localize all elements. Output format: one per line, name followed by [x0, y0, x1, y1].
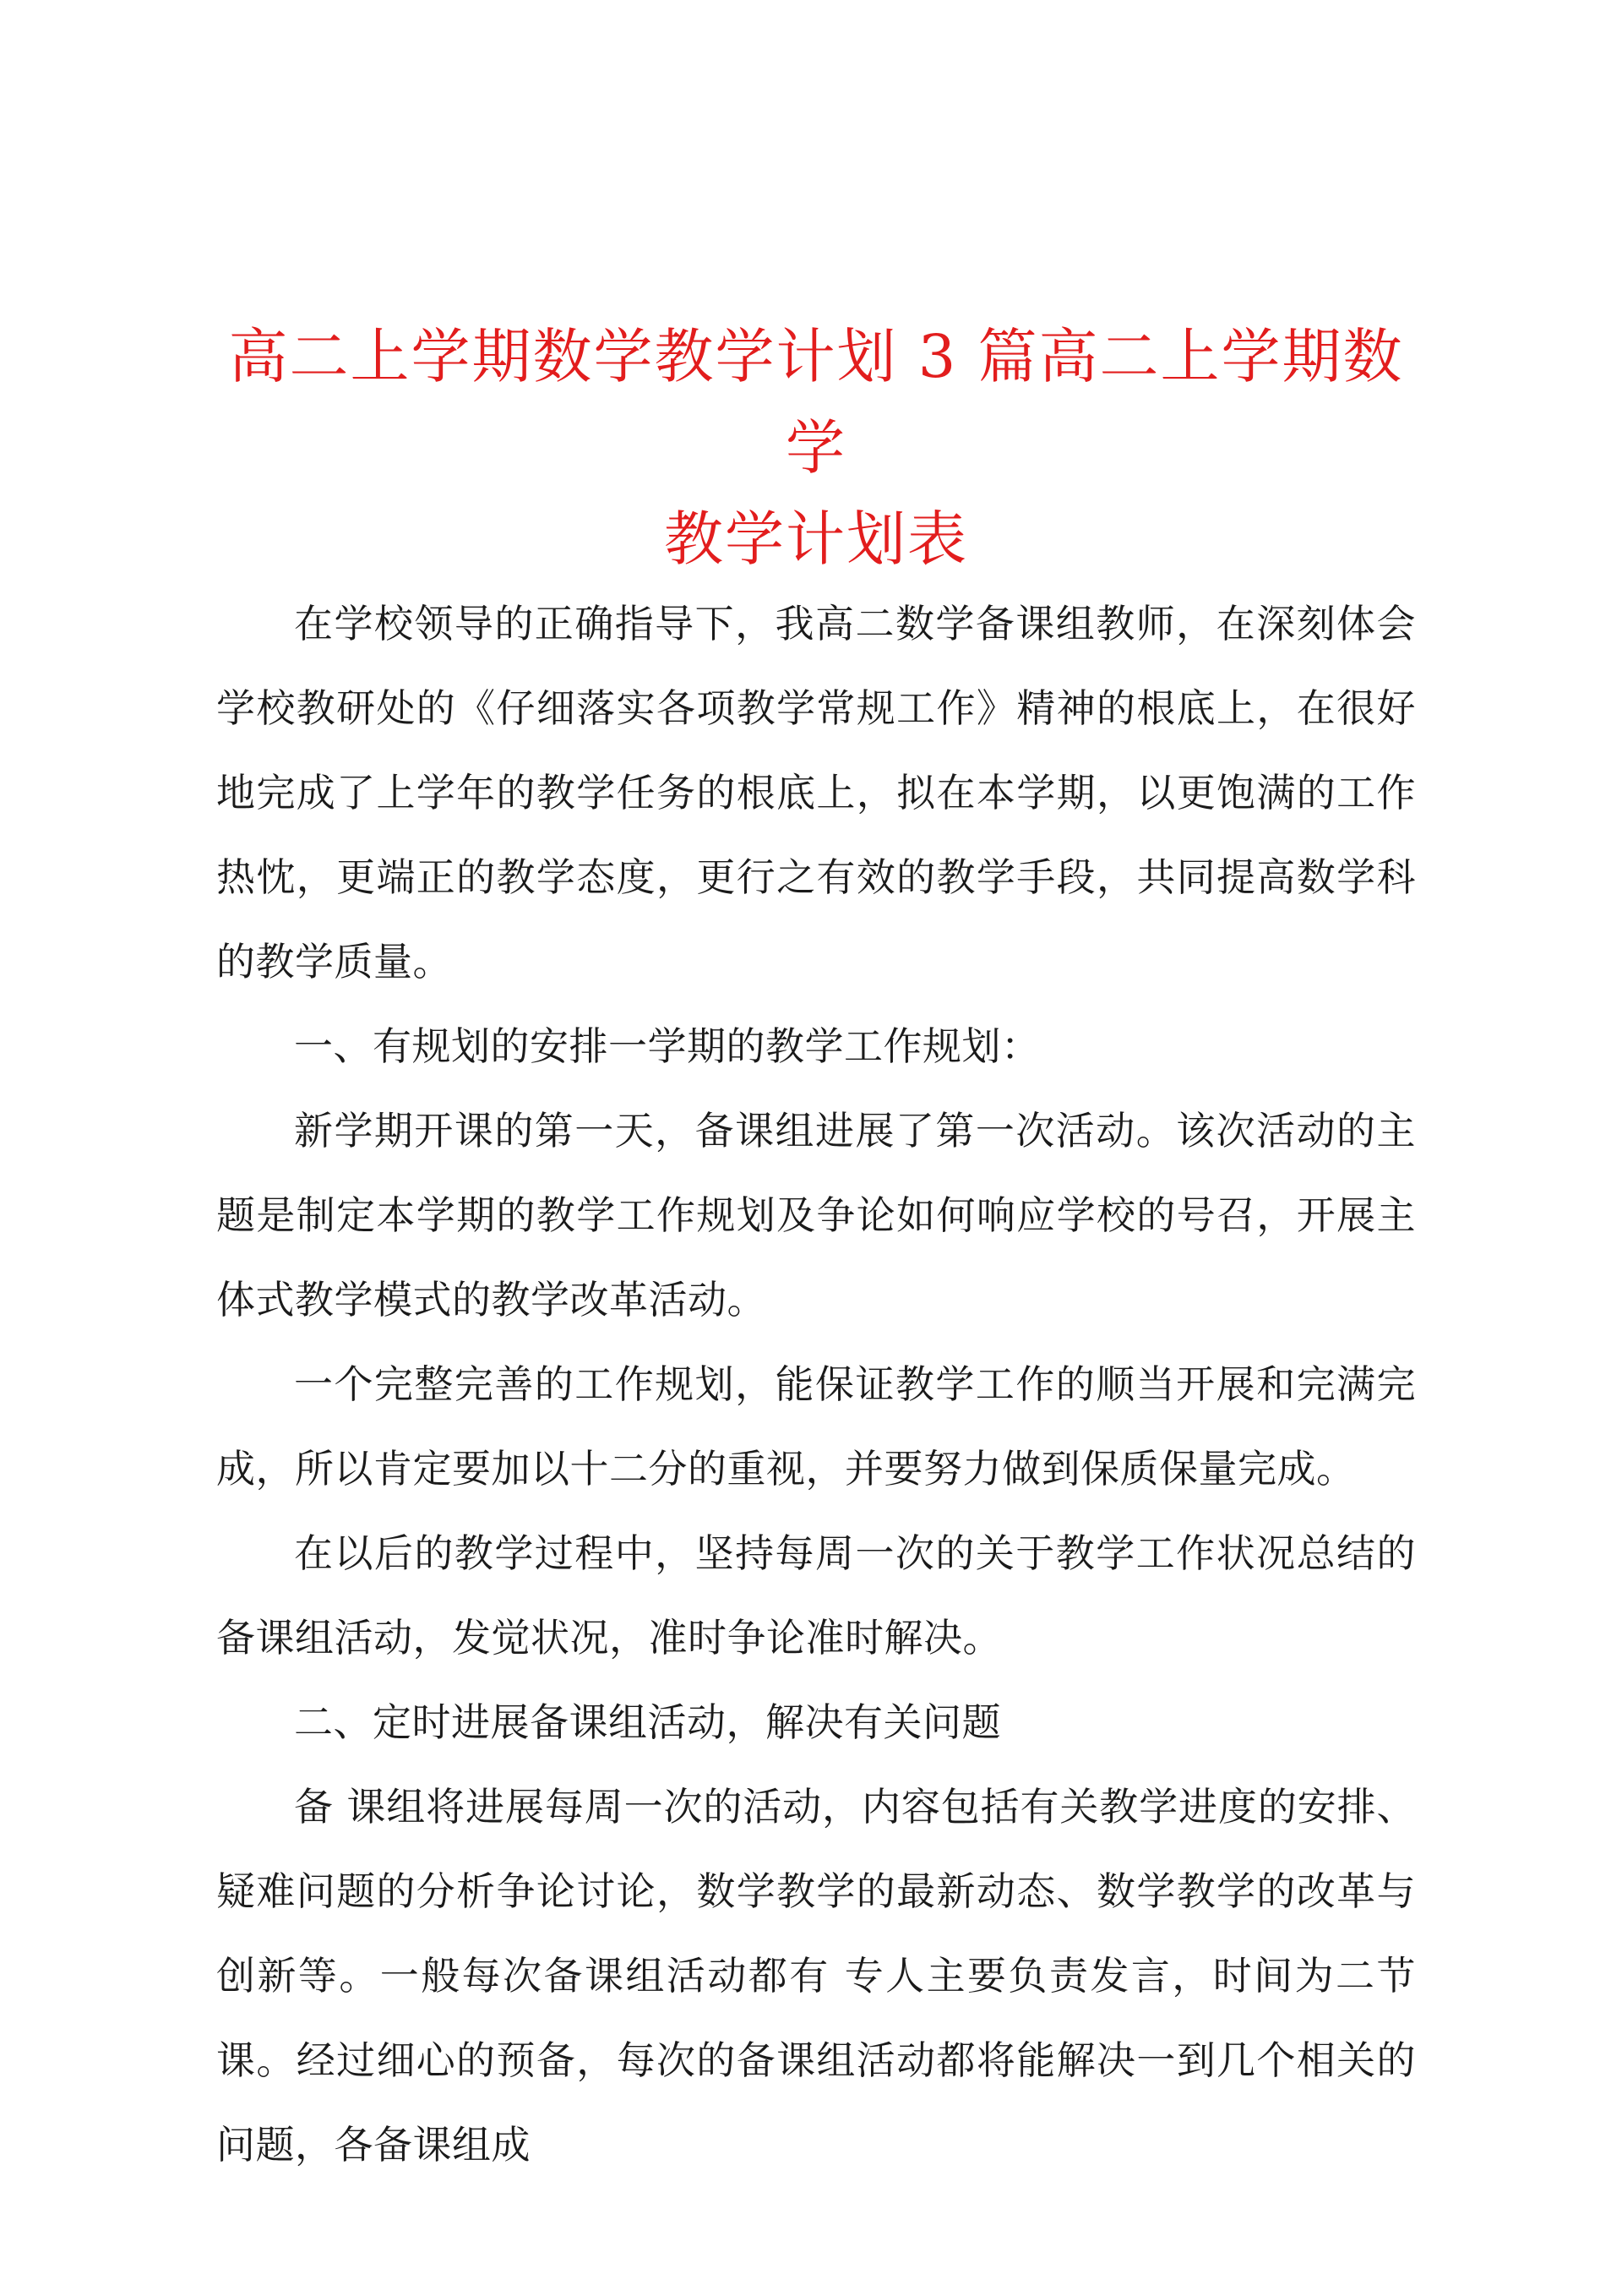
title-line-1: 高二上学期数学教学计划 3 篇高二上学期数学	[228, 322, 1404, 483]
paragraph-first-activity: 新学期开课的第一天，备课组进展了第一次活动。该次活动的主题是制定本学期的教学工作规划及争论如何响应学校的号召，开展主体式教学模式的教学改革活动。	[216, 1108, 1416, 1323]
title-line-2: 教学计划表	[664, 504, 968, 574]
section-heading-1: 一、有规划的安排一学期的教学工作规划：	[294, 1023, 1041, 1069]
document-body	[216, 581, 1416, 2187]
paragraph-intro: 在学校领导的正确指导下，我高二数学备课组教师，在深刻体会学校教研处的《仔细落实各项教学常规工作》精神的根底上，在很好地完成了上学年的教学任务的根底上，拟在本学期，以更饱满的工作热忱，更端正的教学态度，更行之有效的教学手段，共同提高数学科的教学质量。	[216, 601, 1416, 984]
document-title	[216, 311, 1416, 585]
section-heading-2: 二、定时进展备课组活动，解决有关问题	[294, 1699, 1001, 1745]
paragraph-weekly-activity: 备 课组将进展每周一次的活动，内容包括有关教学进度的安排、疑难问题的分析争论讨论，数学教学的最新动态、数学教学的改革与创新等。一般每次备课组活动都有 专人主要负责发言，时间为二节课。经过细心的预备，每次的备课组活动都将能解决一到几个相关的问题，各备课组成	[216, 1784, 1416, 2168]
paragraph-weekly-summary: 在以后的教学过程中，坚持每周一次的关于教学工作状况总结的备课组活动，发觉状况，准时争论准时解决。	[216, 1530, 1416, 1661]
paragraph-plan-importance: 一个完整完善的工作规划，能保证教学工作的顺当开展和完满完成，所以肯定要加以十二分的重视，并要努力做到保质保量完成。	[216, 1361, 1416, 1492]
